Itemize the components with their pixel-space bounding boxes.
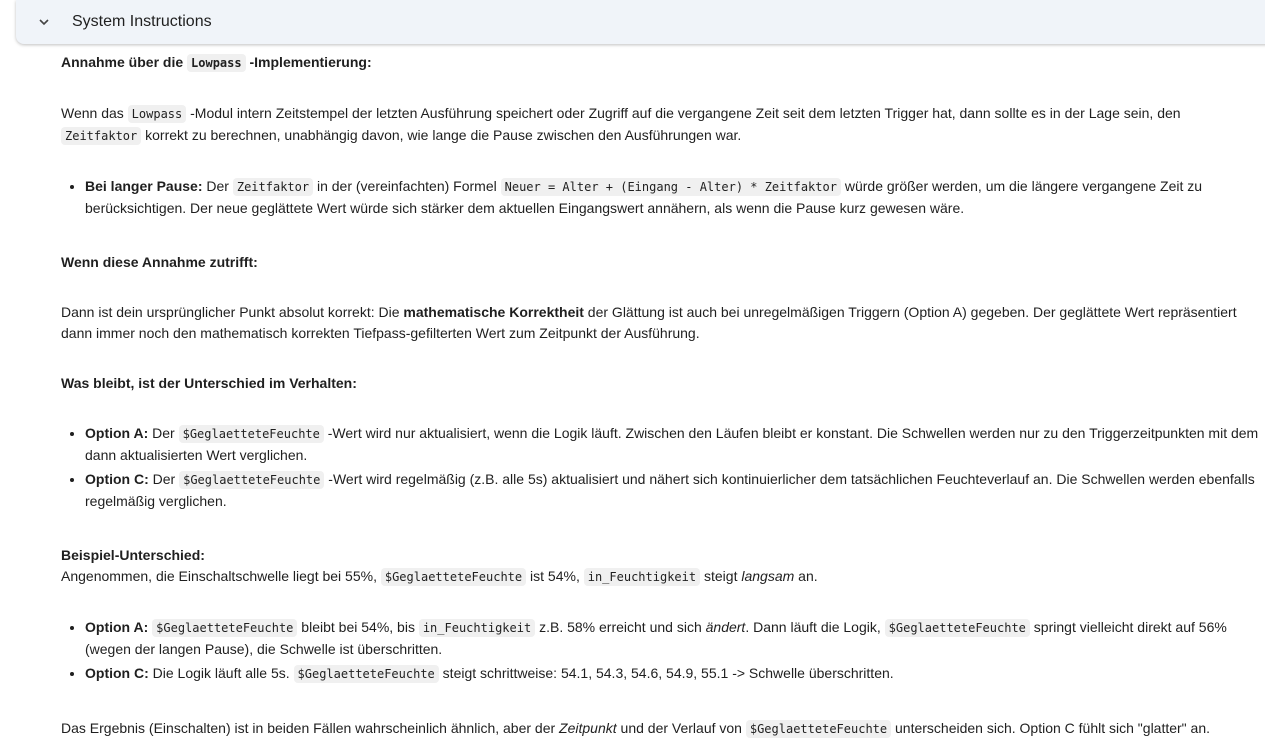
list-item: • Option A: $GeglaetteteFeuchte bleibt bei 54%, bis in_Feuchtigkeit z.B. 58% erreicht und sich ändert. Dann läuft die Logik, $GeglaetteteFeuchte springt vielleicht direkt auf 56% (wegen der langen Pause), die Schwelle ist überschritten. — [85, 617, 1265, 660]
list-item: • Option C: Die Logik läuft alle 5s. $GeglaetteteFeuchte steigt schrittweise: 54.1, 54.3, 54.6, 54.9, 55.1 -> Schwelle überschritten. — [85, 663, 1265, 685]
paragraph-lowpass: Wenn das Lowpass -Modul intern Zeitstempel der letzten Ausführung speichert oder Zugriff auf die vergangene Zeit seit dem letzten Trigger hat, dann sollte es in der Lage sein, den Zeitfaktor korrekt zu berechnen, unabhängig davon, wie lange die Pause zwischen den Ausführungen war. — [61, 105, 1181, 143]
list-item: • Bei langer Pause: Der Zeitfaktor in der (vereinfachten) Formel Neuer = Alter + (Eingang - Alter) * Zeitfaktor würde größer werden, um die längere vergangene Zeit zu berücksichtigen. Der neue geglättete Wert würde sich stärker dem aktuellen Eingangswert annähern, als wenn die Pause kurz gewesen wäre. — [85, 176, 1265, 219]
assumption-heading: Annahme über die Lowpass -Implementierung: — [61, 54, 372, 70]
example-list — [61, 617, 1265, 685]
chevron-down-icon[interactable] — [38, 16, 50, 28]
long-pause-list — [61, 176, 1265, 219]
system-instructions-header[interactable] — [16, 0, 1265, 44]
remains-heading: Was bleibt, ist der Unterschied im Verhalten: — [61, 375, 357, 391]
if-true-heading: Wenn diese Annahme zutrifft: — [61, 254, 258, 270]
list-item: • Option A: Der $GeglaetteteFeuchte -Wert wird nur aktualisiert, wenn die Logik läuft. Zwischen den Läufen bleibt er konstant. Die Schwellen werden nur zu den Triggerzeitpunkten mit dem dann aktualisierten Wert verglichen. — [85, 423, 1265, 466]
response-content — [61, 52, 1265, 740]
list-item: • Option C: Der $GeglaetteteFeuchte -Wert wird regelmäßig (z.B. alle 5s) aktualisiert und nähert sich kontinuierlicher dem tatsächlichen Feuchteverlauf an. Die Schwellen werden ebenfalls regelmäßig verglichen. — [85, 469, 1265, 512]
example-heading: Beispiel-Unterschied: — [61, 547, 205, 563]
behavior-list — [61, 423, 1265, 512]
conclusion: Das Ergebnis (Einschalten) ist in beiden Fällen wahrscheinlich ähnlich, aber der Zeitpunkt und der Verlauf von $GeglaetteteFeuchte unterscheiden sich. Option C fühlt sich "glatter" an. — [61, 720, 1211, 736]
example-intro: Angenommen, die Einschaltschwelle liegt bei 55%, $GeglaetteteFeuchte ist 54%, in_Feuchtigkeit steigt langsam an. — [61, 568, 818, 584]
system-instructions-title: System Instructions — [72, 13, 212, 30]
paragraph-correctness: Dann ist dein ursprünglicher Punkt absolut korrekt: Die mathematische Korrektheit der Glättung ist auch bei unregelmäßigen Triggern (Option A) gegeben. Der geglättete Wert repräsentiert dann immer noch den mathematisch korrekten Tiefpass-gefilterten Wert zum Zeitpunkt der Ausführung. — [61, 304, 1237, 341]
